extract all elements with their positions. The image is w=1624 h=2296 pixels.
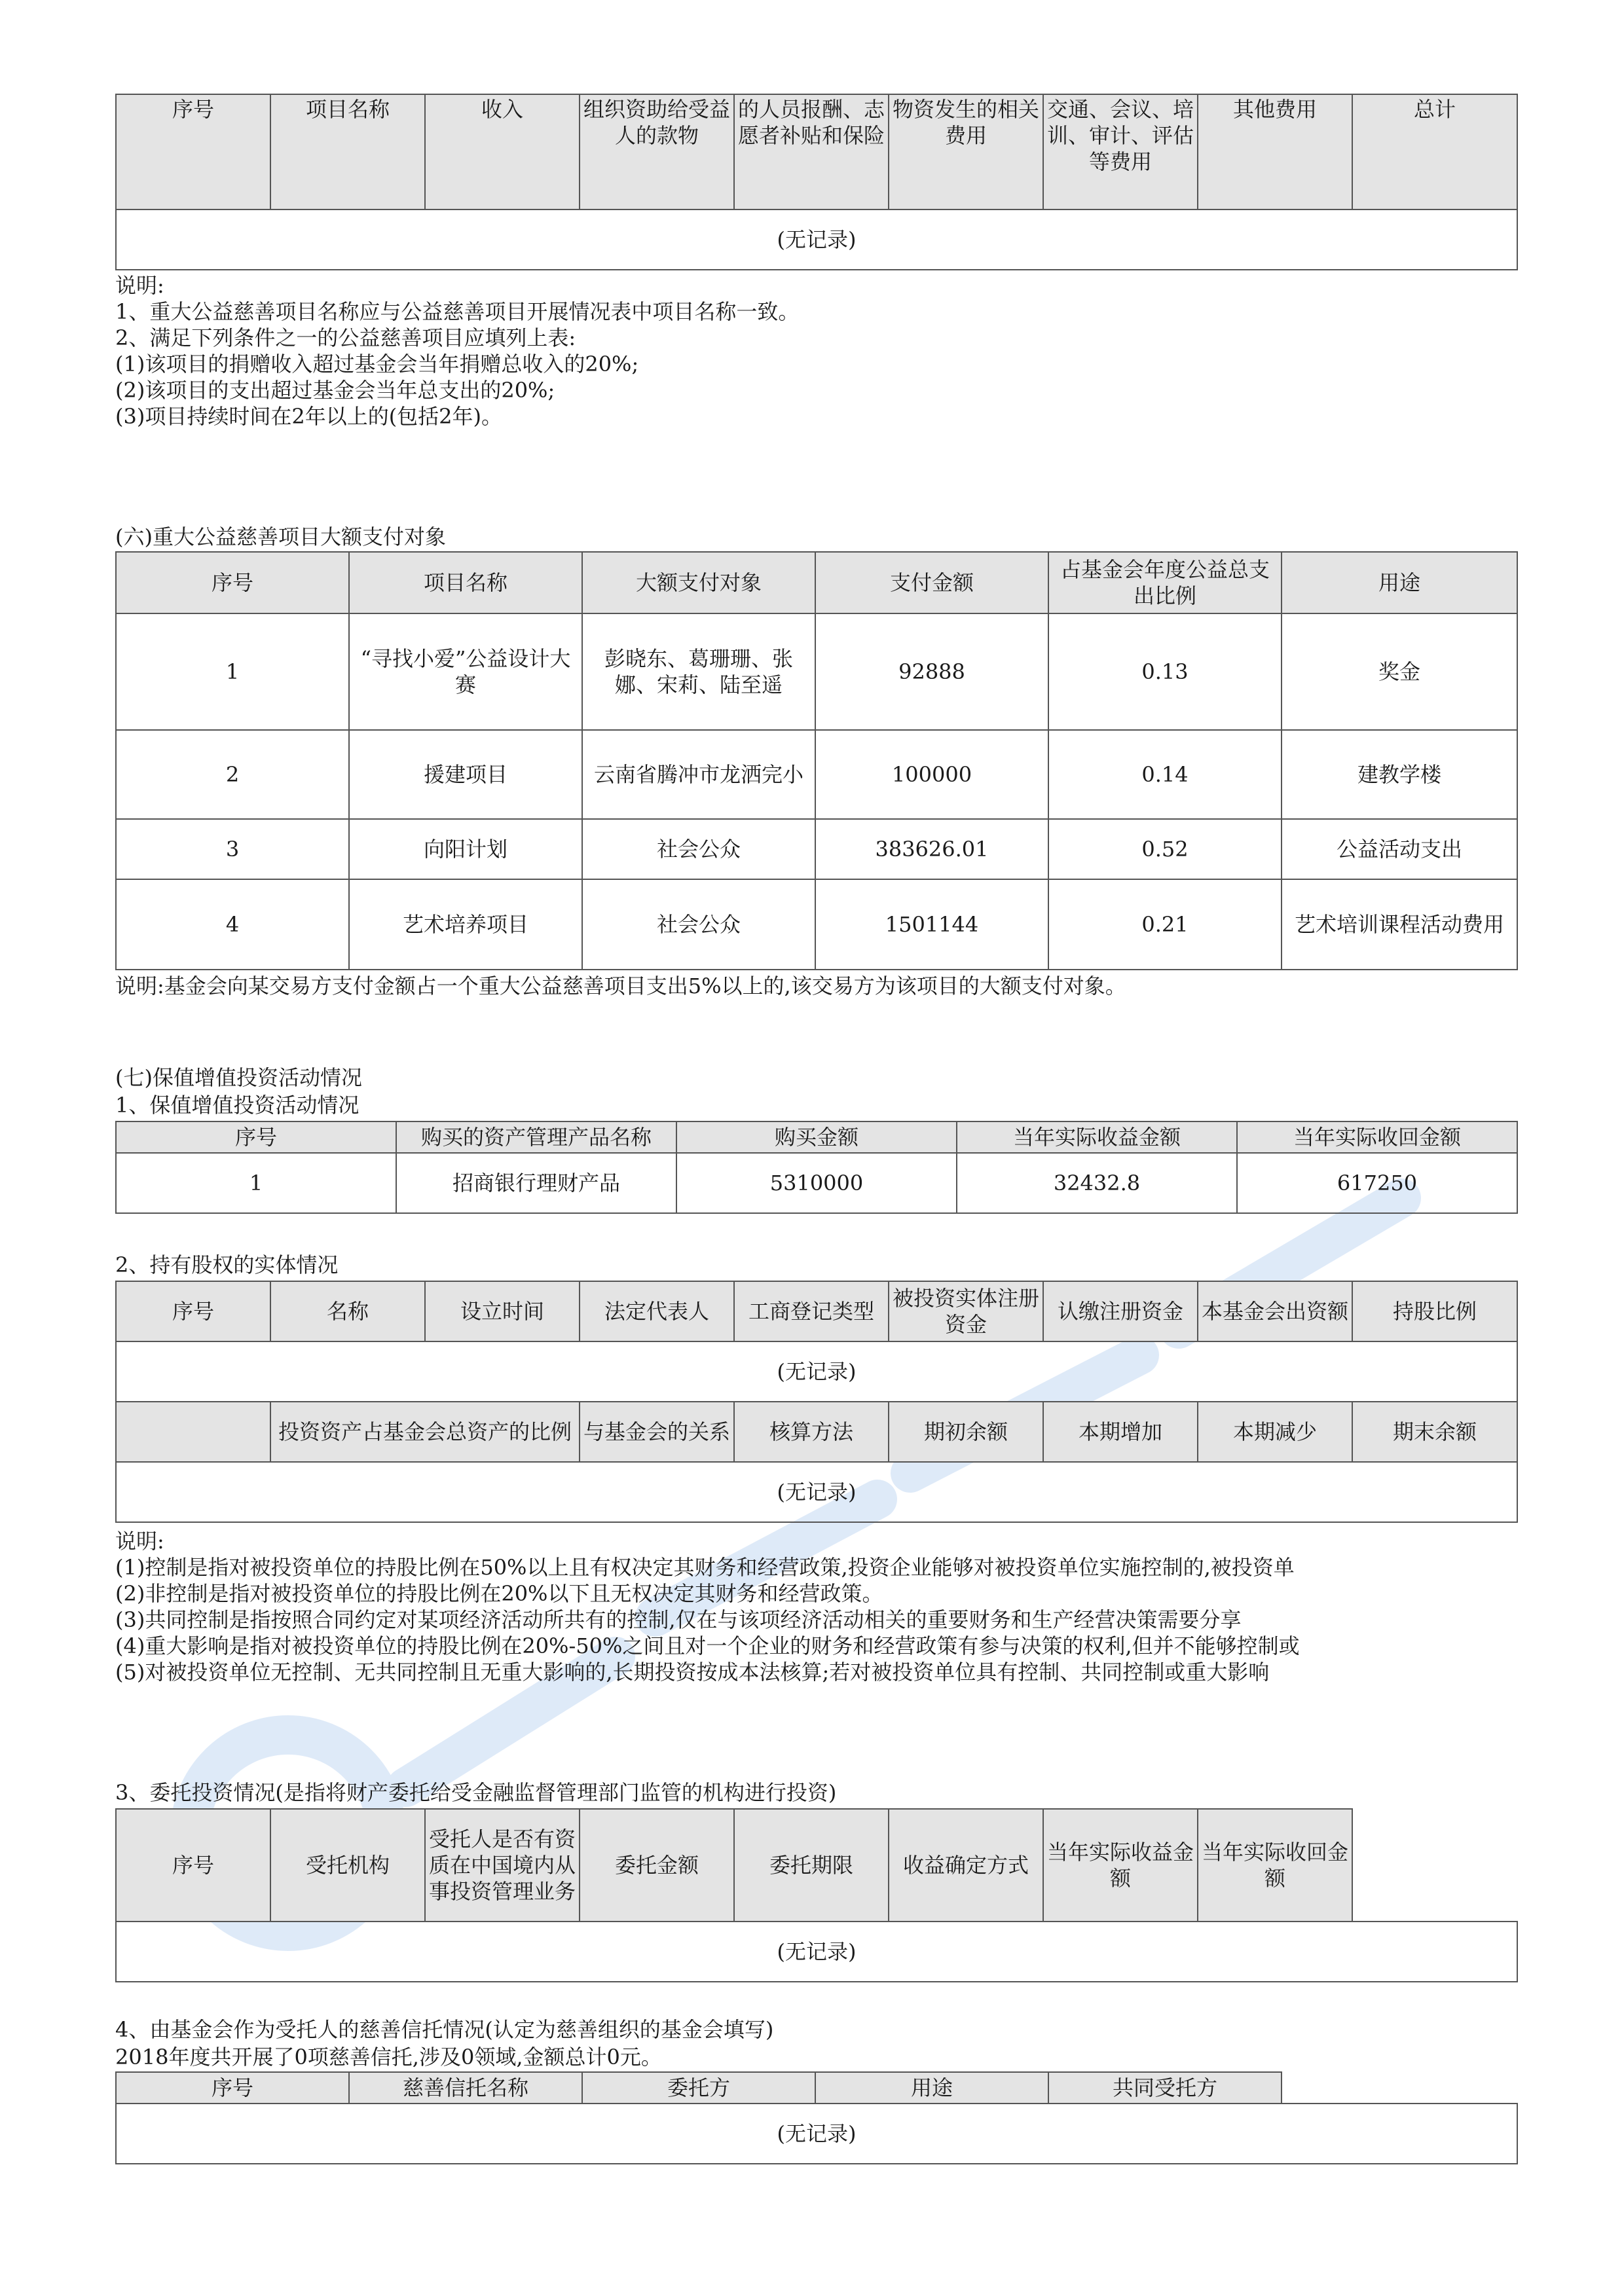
header-cell: 期末余额	[1352, 1402, 1517, 1462]
note-line: (3)项目持续时间在2年以上的(包括2年)。	[115, 404, 503, 429]
header-cell: 投资资产占基金会总资产的比例	[270, 1402, 580, 1462]
note-line: (3)共同控制是指按照合同约定对某项经济活动所共有的控制,仅在与该项经济活动相关的重要财务和生产经营决策需要分享	[115, 1607, 1242, 1632]
header-cell: 收益确定方式	[889, 1809, 1043, 1922]
header-cell: 委托方	[582, 2072, 815, 2104]
table-cell: 艺术培训课程活动费用	[1282, 879, 1517, 970]
table-cell: 617250	[1237, 1153, 1517, 1213]
table-cell: 公益活动支出	[1282, 819, 1517, 879]
subsection-title: 1、保值增值投资活动情况	[115, 1093, 360, 1118]
table-cell: 5310000	[676, 1153, 957, 1213]
header-cell: 本期减少	[1198, 1402, 1352, 1462]
header-cell: 当年实际收益金额	[957, 1121, 1237, 1153]
header-cell: 购买的资产管理产品名称	[396, 1121, 676, 1153]
table-cell: 社会公众	[582, 819, 815, 879]
table-cell: 92888	[815, 613, 1048, 730]
header-cell: 法定代表人	[580, 1281, 734, 1341]
empty-record: (无记录)	[116, 1462, 1517, 1522]
table-cell: 向阳计划	[349, 819, 582, 879]
blank-cell	[1282, 2072, 1517, 2104]
note-line: (5)对被投资单位无控制、无共同控制且无重大影响的,长期投资按成本法核算;若对被投资单位具有控制、共同控制或重大影响	[115, 1660, 1270, 1685]
header-cell: 工商登记类型	[734, 1281, 889, 1341]
note-line: (2)非控制是指对被投资单位的持股比例在20%以下且无权决定其财务和经营政策。	[115, 1581, 883, 1606]
table-cell: 招商银行理财产品	[396, 1153, 676, 1213]
header-cell: 大额支付对象	[582, 552, 815, 613]
header-cell: 设立时间	[425, 1281, 580, 1341]
header-cell: 慈善信托名称	[349, 2072, 582, 2104]
header-cell: 序号	[116, 552, 349, 613]
table-cell: 0.52	[1048, 819, 1282, 879]
table-cell: 0.13	[1048, 613, 1282, 730]
subsection-title: 3、委托投资情况(是指将财产委托给受金融监督管理部门监管的机构进行投资)	[115, 1780, 837, 1805]
header-cell: 名称	[270, 1281, 425, 1341]
table-cell: 社会公众	[582, 879, 815, 970]
header-cell: 项目名称	[349, 552, 582, 613]
table-cell: 32432.8	[957, 1153, 1237, 1213]
header-cell: 委托期限	[734, 1809, 889, 1922]
header-cell: 收入	[425, 94, 580, 210]
table-cell: 3	[116, 819, 349, 879]
section-title: (六)重大公益慈善项目大额支付对象	[115, 524, 446, 549]
equity-table	[115, 1281, 1518, 1523]
header-cell: 受托人是否有资质在中国境内从事投资管理业务	[425, 1809, 580, 1922]
header-cell: 项目名称	[270, 94, 425, 210]
header-row	[116, 94, 1517, 210]
header-cell: 用途	[815, 2072, 1048, 2104]
table-row	[116, 613, 1517, 730]
blank-cell	[1352, 1809, 1517, 1922]
header-cell: 交通、会议、培训、审计、评估等费用	[1043, 94, 1198, 210]
header-cell: 持股比例	[1352, 1281, 1517, 1341]
table-cell: 建教学楼	[1282, 730, 1517, 819]
header-cell: 序号	[116, 2072, 349, 2104]
header-cell	[116, 1402, 270, 1462]
header-cell: 物资发生的相关费用	[889, 94, 1043, 210]
header-cell: 当年实际收益金额	[1043, 1809, 1198, 1922]
table-cell: 奖金	[1282, 613, 1517, 730]
table-cell: 1	[116, 1153, 396, 1213]
table-cell: 100000	[815, 730, 1048, 819]
header-cell: 期初余额	[889, 1402, 1043, 1462]
header-cell: 其他费用	[1198, 94, 1352, 210]
header-cell: 支付金额	[815, 552, 1048, 613]
header-row	[116, 1281, 1517, 1341]
table-row	[116, 1153, 1517, 1213]
header-cell: 组织资助给受益人的款物	[580, 94, 734, 210]
header-cell: 受托机构	[270, 1809, 425, 1922]
subsection-title: 2、持有股权的实体情况	[115, 1252, 339, 1277]
empty-record: (无记录)	[116, 1341, 1517, 1402]
note-line: (1)控制是指对被投资单位的持股比例在50%以上且有权决定其财务和经营政策,投资企业能够对被投资单位实施控制的,被投资单	[115, 1555, 1295, 1580]
table-cell: 2	[116, 730, 349, 819]
empty-record: (无记录)	[116, 2104, 1517, 2164]
notes-block	[115, 272, 1517, 429]
large-payment-table	[115, 551, 1518, 970]
header-cell: 的人员报酬、志愿者补贴和保险	[734, 94, 889, 210]
entrusted-investment-table	[115, 1808, 1518, 1982]
header-cell: 序号	[116, 1121, 396, 1153]
table-cell: 1501144	[815, 879, 1048, 970]
table-cell: 0.14	[1048, 730, 1282, 819]
subsection-title: 4、由基金会作为受托人的慈善信托情况(认定为慈善组织的基金会填写)	[115, 2017, 774, 2042]
header-cell: 委托金额	[580, 1809, 734, 1922]
empty-record: (无记录)	[116, 210, 1517, 270]
header-cell: 与基金会的关系	[580, 1402, 734, 1462]
table-row	[116, 730, 1517, 819]
header-cell: 序号	[116, 1809, 270, 1922]
header-cell: 本基金会出资额	[1198, 1281, 1352, 1341]
table-cell: 1	[116, 613, 349, 730]
header-cell: 序号	[116, 1281, 270, 1341]
notes-title: 说明:	[115, 273, 164, 298]
section-title: (七)保值增值投资活动情况	[115, 1065, 362, 1090]
header-row	[116, 1402, 1517, 1462]
table-cell: 艺术培养项目	[349, 879, 582, 970]
header-cell: 共同受托方	[1048, 2072, 1282, 2104]
header-cell: 认缴注册资金	[1043, 1281, 1198, 1341]
note-line: (1)该项目的捐赠收入超过基金会当年捐赠总收入的20%;	[115, 352, 639, 376]
table-cell: 0.21	[1048, 879, 1282, 970]
trust-summary: 2018年度共开展了0项慈善信托,涉及0领域,金额总计0元。	[115, 2045, 662, 2069]
investment-table	[115, 1121, 1518, 1214]
charity-trust-table	[115, 2071, 1518, 2164]
major-project-expense-table	[115, 94, 1518, 270]
table-row	[116, 879, 1517, 970]
header-cell: 总计	[1352, 94, 1517, 210]
header-cell: 占基金会年度公益总支出比例	[1048, 552, 1282, 613]
table-cell: 援建项目	[349, 730, 582, 819]
note-line: (4)重大影响是指对被投资单位的持股比例在20%-50%之间且对一个企业的财务和经营政策有参与决策的权利,但并不能够控制或	[115, 1633, 1300, 1658]
header-cell: 购买金额	[676, 1121, 957, 1153]
table-cell: 383626.01	[815, 819, 1048, 879]
header-cell: 当年实际收回金额	[1237, 1121, 1517, 1153]
header-cell: 用途	[1282, 552, 1517, 613]
header-row	[116, 2072, 1517, 2104]
table-cell: “寻找小爱”公益设计大赛	[349, 613, 582, 730]
table-cell: 彭晓东、葛珊珊、张娜、宋莉、陆至遥	[582, 613, 815, 730]
header-cell: 被投资实体注册资金	[889, 1281, 1043, 1341]
header-cell: 序号	[116, 94, 270, 210]
notes-title: 说明:	[115, 1529, 164, 1554]
header-cell: 本期增加	[1043, 1402, 1198, 1462]
table-row	[116, 819, 1517, 879]
empty-record: (无记录)	[116, 1922, 1517, 1982]
header-row	[116, 1809, 1517, 1922]
table-cell: 云南省腾冲市龙洒完小	[582, 730, 815, 819]
table-cell: 4	[116, 879, 349, 970]
note-line: 1、重大公益慈善项目名称应与公益慈善项目开展情况表中项目名称一致。	[115, 299, 800, 324]
note-line: (2)该项目的支出超过基金会当年总支出的20%;	[115, 378, 555, 403]
header-cell: 核算方法	[734, 1402, 889, 1462]
notes-block	[115, 1528, 1517, 1685]
header-row	[116, 1121, 1517, 1153]
section-note: 说明:基金会向某交易方支付金额占一个重大公益慈善项目支出5%以上的,该交易方为该项目的大额支付对象。	[115, 974, 1126, 998]
note-line: 2、满足下列条件之一的公益慈善项目应填列上表:	[115, 325, 576, 350]
header-row	[116, 552, 1517, 613]
header-cell: 当年实际收回金额	[1198, 1809, 1352, 1922]
